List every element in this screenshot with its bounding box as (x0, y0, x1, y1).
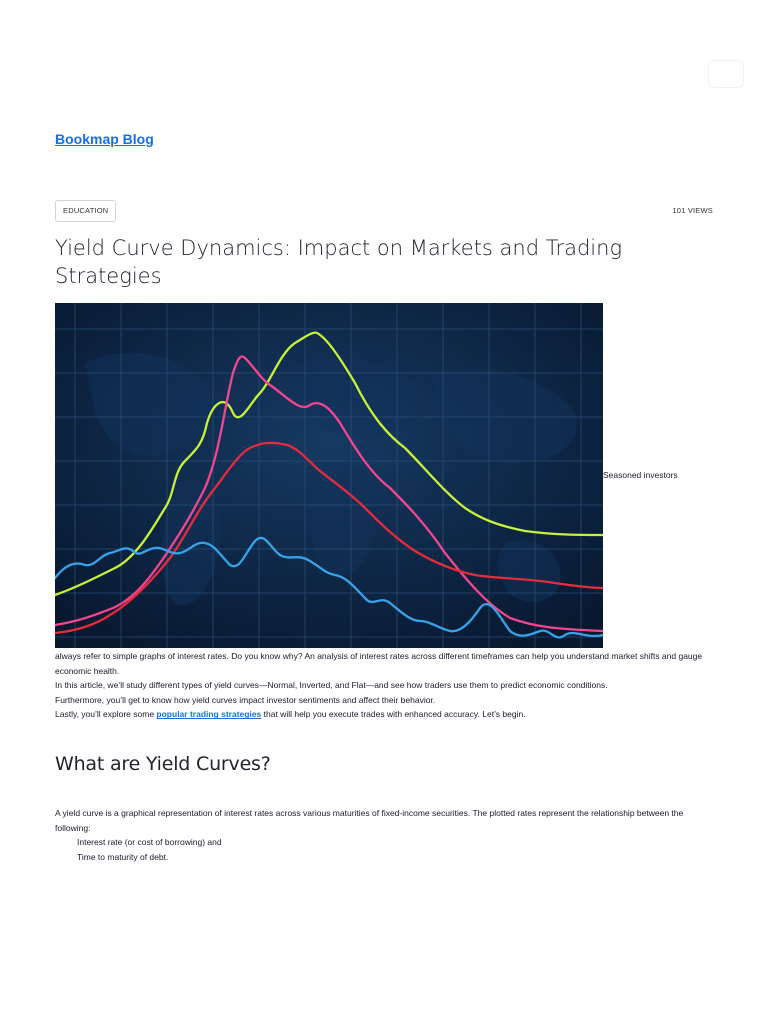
menu-icon[interactable] (708, 60, 744, 88)
yield-curve-illustration (55, 303, 603, 648)
view-count: 101 VIEWS (672, 206, 713, 215)
section-paragraph: A yield curve is a graphical representation of interest rates across various maturities of fixed-income securities. The plotted rates represent the relationship between the following: (55, 808, 684, 833)
intro-paragraphs (55, 649, 715, 722)
list-item: Time to maturity of debt. (77, 851, 169, 862)
intro-lead: Seasoned investors (603, 470, 678, 480)
intro-p2: In this article, we’ll study different types of yield curves—Normal, Inverted, and Flat—and see how traders use them to predict economic conditions. (55, 680, 608, 691)
bookmap-blog-link[interactable]: Bookmap Blog (55, 131, 154, 147)
page-title: Yield Curve Dynamics: Impact on Markets and Trading Strategies (55, 236, 623, 288)
intro-p4 (55, 707, 715, 722)
intro-p3: Furthermore, you’ll get to know how yield curves impact investor sentiments and affect their behavior. (55, 694, 436, 705)
section-list (77, 835, 222, 864)
category-tag[interactable]: EDUCATION (55, 200, 116, 222)
intro-p4-after: that will help you execute trades with enhanced accuracy. Let’s begin. (261, 709, 526, 720)
section-heading: What are Yield Curves? (55, 753, 271, 775)
intro-p4-before: Lastly, you’ll explore some (55, 709, 157, 720)
popular-trading-strategies-link[interactable]: popular trading strategies (156, 709, 262, 720)
hero-image (55, 303, 603, 648)
intro-p1: always refer to simple graphs of interest rates. Do you know why? An analysis of interest rates across different timeframes can help you understand market shifts and gauge economic health. (55, 651, 703, 676)
list-item: Interest rate (or cost of borrowing) and (77, 837, 222, 847)
